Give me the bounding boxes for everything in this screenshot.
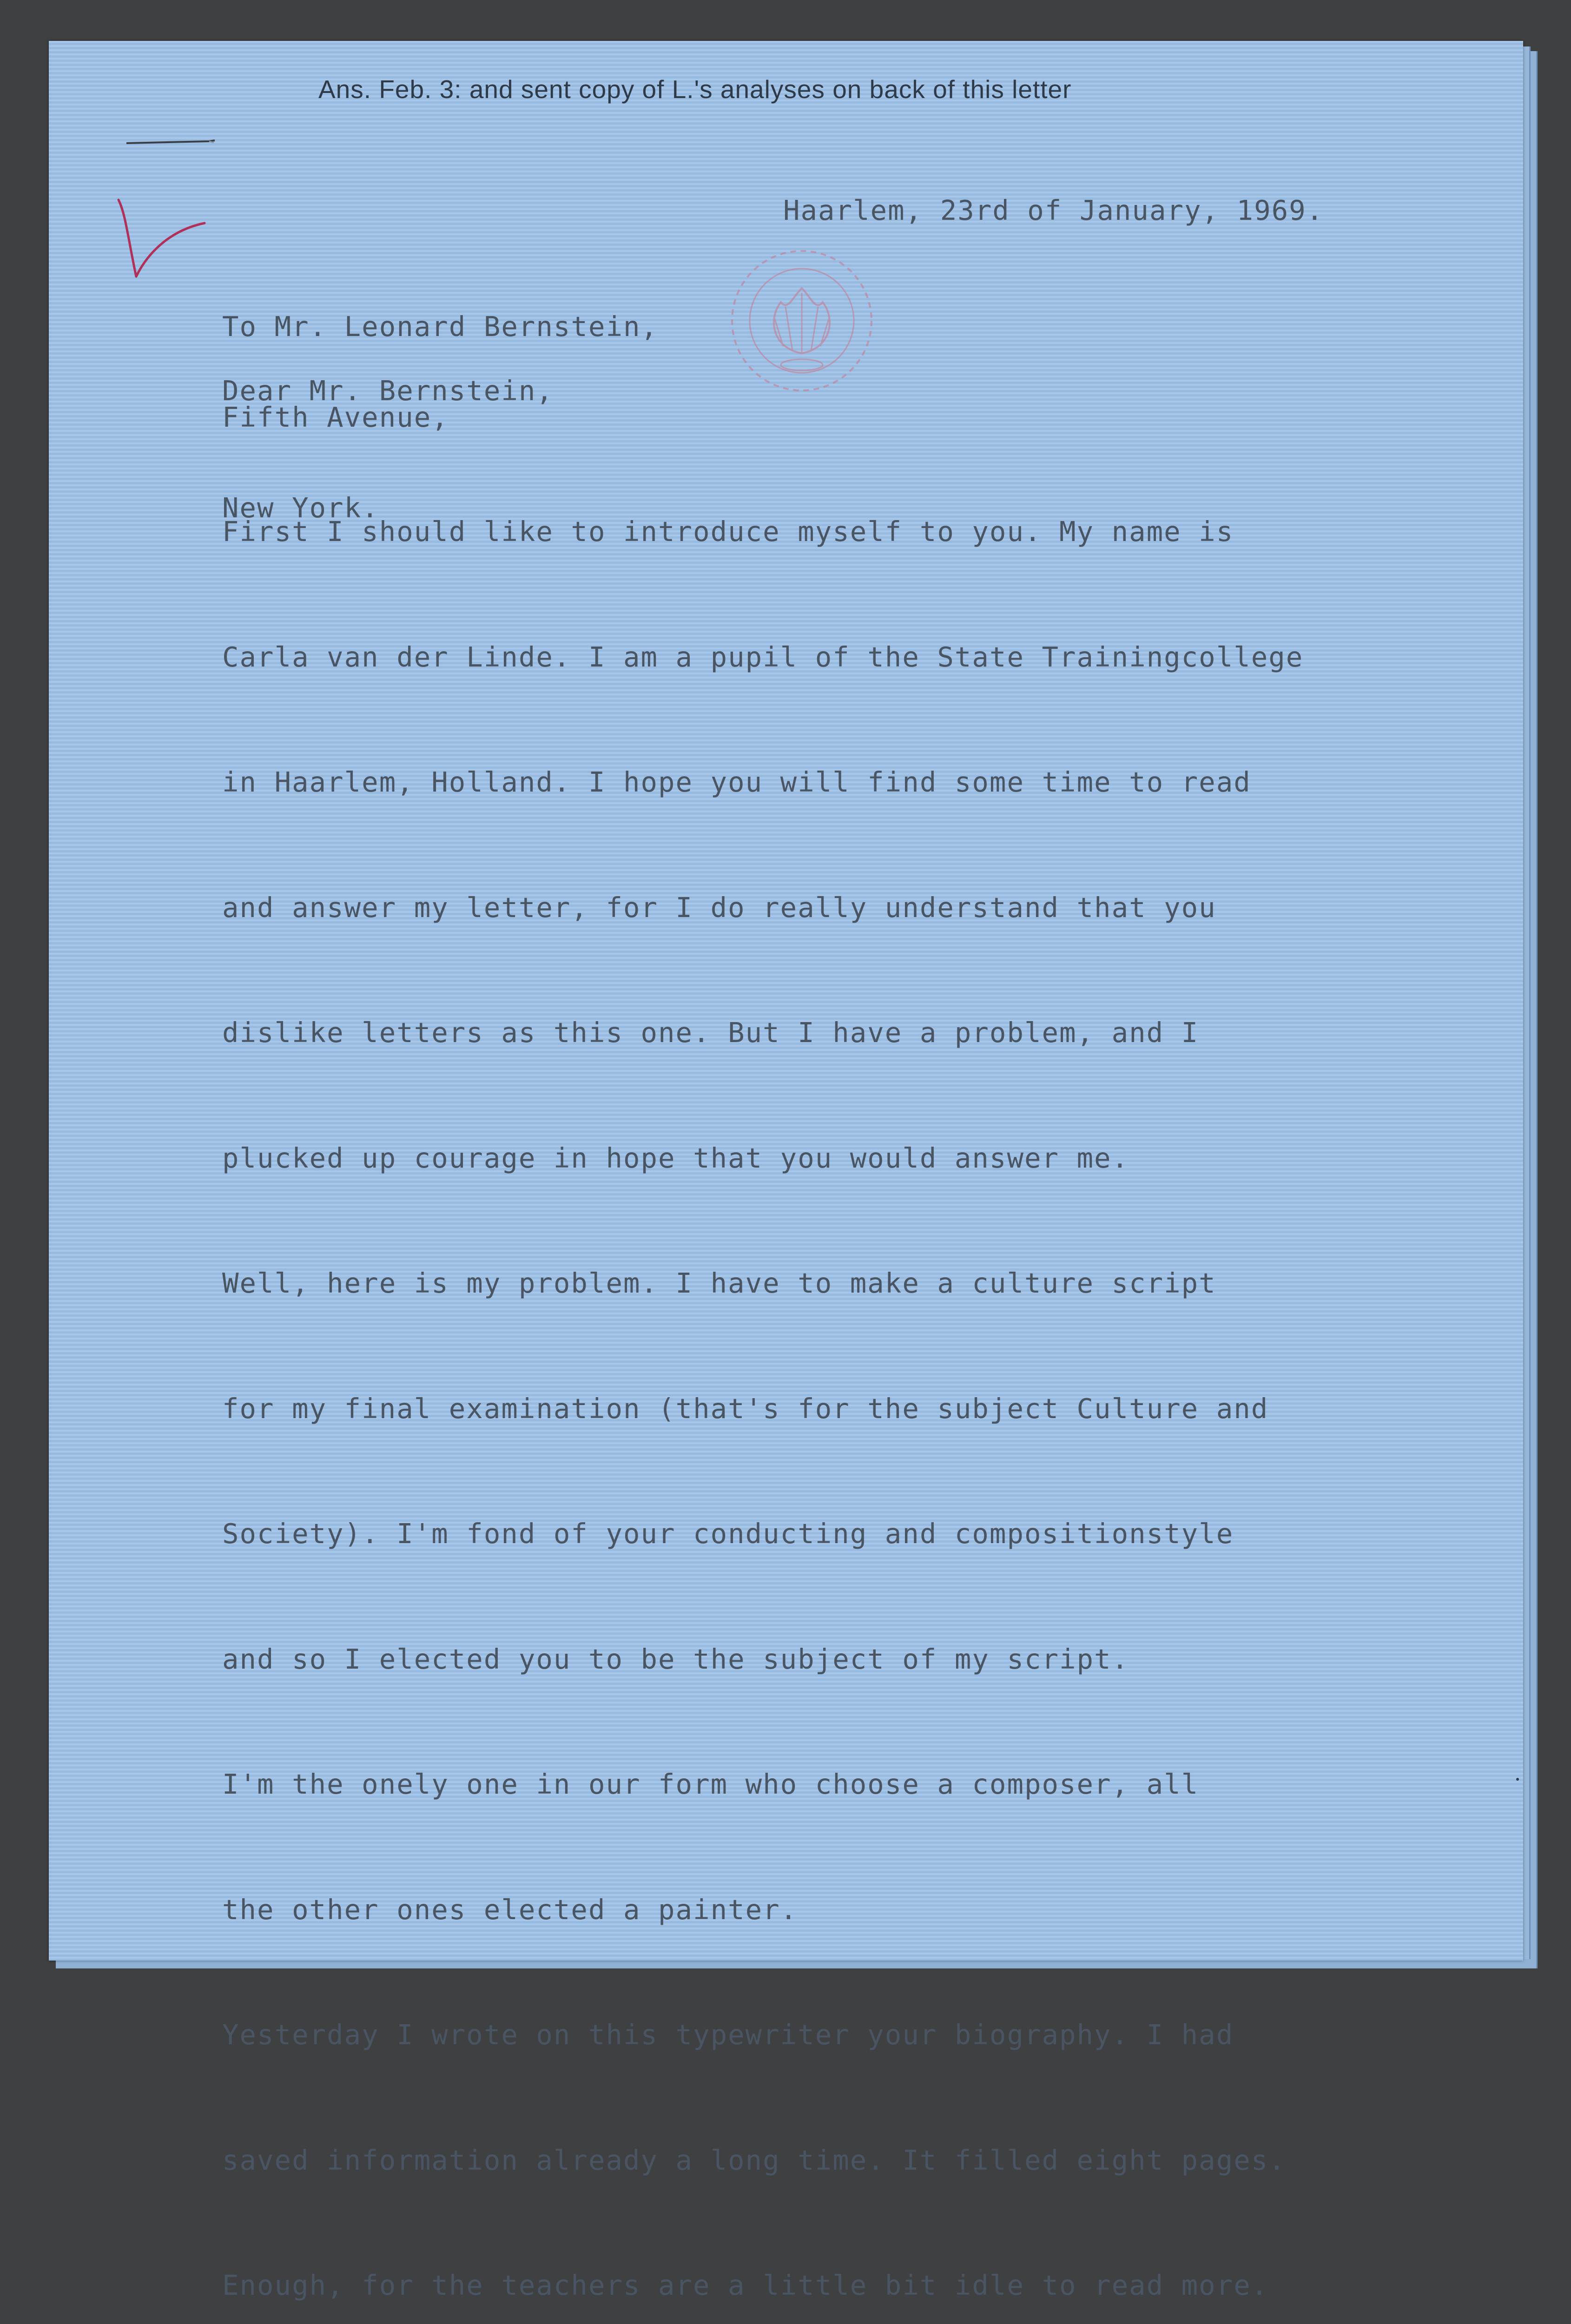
handwritten-annotation: Ans. Feb. 3: and sent copy of L.'s analyses on back of this letter xyxy=(318,75,1072,104)
body-line: for my final examination (that's for the subject Culture and xyxy=(222,1392,1269,1425)
paperclip-mark-icon xyxy=(125,139,216,145)
checkmark-icon xyxy=(114,195,207,288)
seal-stamp-icon xyxy=(723,242,881,400)
body-line: I'm the onely one in our form who choose a composer, all xyxy=(222,1768,1199,1800)
body-line: the other ones elected a painter. xyxy=(222,1893,798,1926)
letter-body xyxy=(222,437,1303,2324)
body-line: plucked up courage in hope that you would answer me. xyxy=(222,1142,1129,1174)
body-line: dislike letters as this one. But I have a problem, and I xyxy=(222,1017,1199,1049)
body-line: First I should like to introduce myself to you. My name is xyxy=(222,515,1234,548)
body-line: Society). I'm fond of your conducting and compositionstyle xyxy=(222,1518,1234,1550)
address-line: To Mr. Leonard Bernstein, xyxy=(222,310,659,343)
body-line: and so I elected you to be the subject of my script. xyxy=(222,1643,1129,1675)
body-line: Yesterday I wrote on this typewriter your biography. I had xyxy=(222,2019,1234,2051)
body-line: saved information already a long time. It filled eight pages. xyxy=(222,2144,1286,2176)
body-line: Well, here is my problem. I have to make a culture script xyxy=(222,1267,1216,1299)
body-line: and answer my letter, for I do really understand that you xyxy=(222,891,1216,924)
letter-date: Haarlem, 23rd of January, 1969. xyxy=(783,194,1324,226)
address-line: Fifth Avenue, xyxy=(222,401,449,433)
body-line: Carla van der Linde. I am a pupil of the State Trainingcollege xyxy=(222,640,1304,673)
paper-speck xyxy=(1516,1778,1519,1781)
address-line: New York. xyxy=(222,492,379,524)
salutation: Dear Mr. Bernstein, xyxy=(222,375,554,407)
body-line: Enough, for the teachers are a little bit idle to read more. xyxy=(222,2269,1269,2301)
body-line: in Haarlem, Holland. I hope you will find some time to read xyxy=(222,766,1251,798)
